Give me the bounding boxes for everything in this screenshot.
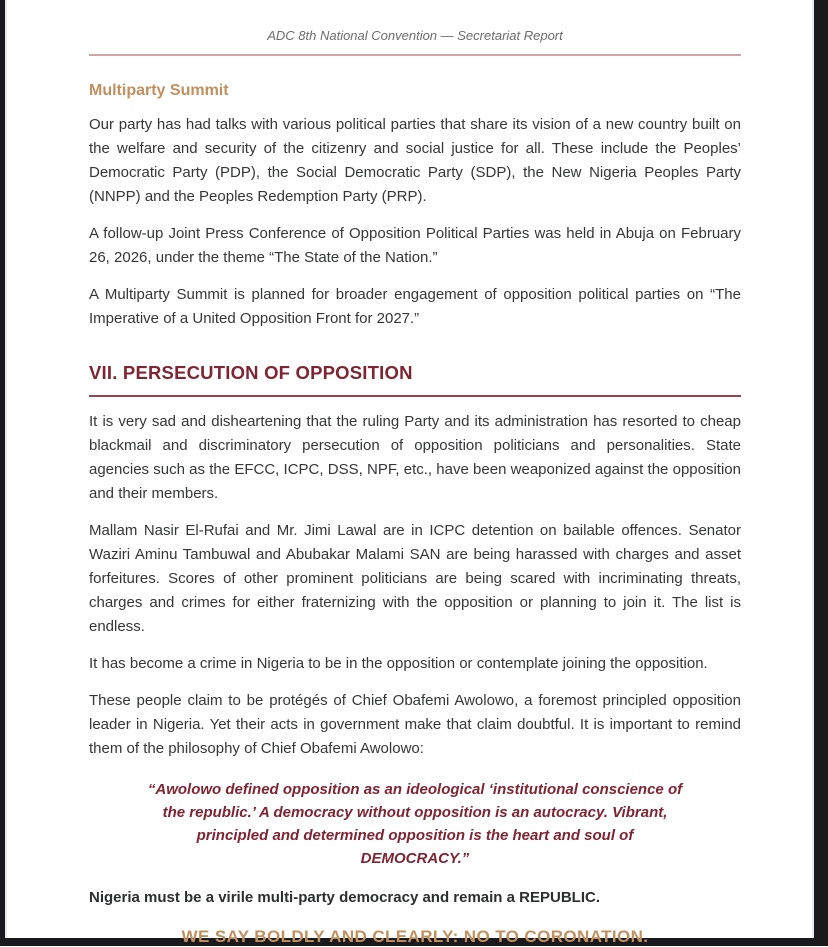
awolowo-quote: “Awolowo defined opposition as an ideological ‘institutional conscience of the republic.’ A democracy without opposition is an autocracy. Vibrant, principled and determined opposition is the heart and soul of DEMOCRACY.” bbox=[147, 781, 683, 867]
viewer-edge-left bbox=[0, 0, 7, 946]
viewer-edge-right bbox=[812, 0, 828, 946]
republic-statement: Nigeria must be a virile multi-party democracy and remain a REPUBLIC. bbox=[89, 889, 600, 906]
paragraph-persecution-1: It is very sad and disheartening that the ruling Party and its administration has resorted to cheap blackmail and discriminatory persecution of opposition politicians and personalities. State agencies such as the EFCC, ICPC, DSS, NPF, etc., have been weaponized against the opposition and their members. bbox=[89, 413, 741, 502]
no-to-coronation-slogan: WE SAY BOLDLY AND CLEARLY: NO TO CORONATION. bbox=[181, 927, 649, 946]
subsection-title-multiparty-summit: Multiparty Summit bbox=[89, 82, 229, 99]
paragraph-multiparty-3: A Multiparty Summit is planned for broader engagement of opposition political parties on “The Imperative of a United Opposition Front for 2027.” bbox=[89, 286, 741, 327]
paragraph-persecution-3: It has become a crime in Nigeria to be in the opposition or contemplate joining the opposition. bbox=[89, 655, 708, 672]
paragraph-multiparty-2: A follow-up Joint Press Conference of Opposition Political Parties was held in Abuja on February 26, 2026, under the theme “The State of the Nation.” bbox=[89, 225, 741, 266]
document-page bbox=[89, 0, 741, 947]
paragraph-persecution-4: These people claim to be protégés of Chief Obafemi Awolowo, a foremost principled opposition leader in Nigeria. Yet their acts in government make that claim doubtful. It is important to remind them of the philosophy of Chief Obafemi Awolowo: bbox=[89, 692, 741, 757]
running-header: ADC 8th National Convention — Secretariat Report bbox=[89, 28, 741, 56]
paragraph-persecution-2: Mallam Nasir El-Rufai and Mr. Jimi Lawal are in ICPC detention on bailable offences. Senator Waziri Aminu Tambuwal and Abubakar Malami SAN are being harassed with charges and asset forfeitures. Scores of other prominent politicians are being scared with incriminating threats, charges and crimes for either fraternizing with the opposition or planning to join it. The list is endless. bbox=[89, 522, 741, 635]
section-title-persecution-of-opposition: VII. PERSECUTION OF OPPOSITION bbox=[89, 362, 741, 397]
paragraph-multiparty-1: Our party has had talks with various political parties that share its vision of a new country built on the welfare and security of the citizenry and social justice for all. These include the Peoples’ Democratic Party (PDP), the Social Democratic Party (SDP), the New Nigeria Peoples Party (NNPP) and the Peoples Redemption Party (PRP). bbox=[89, 116, 741, 205]
